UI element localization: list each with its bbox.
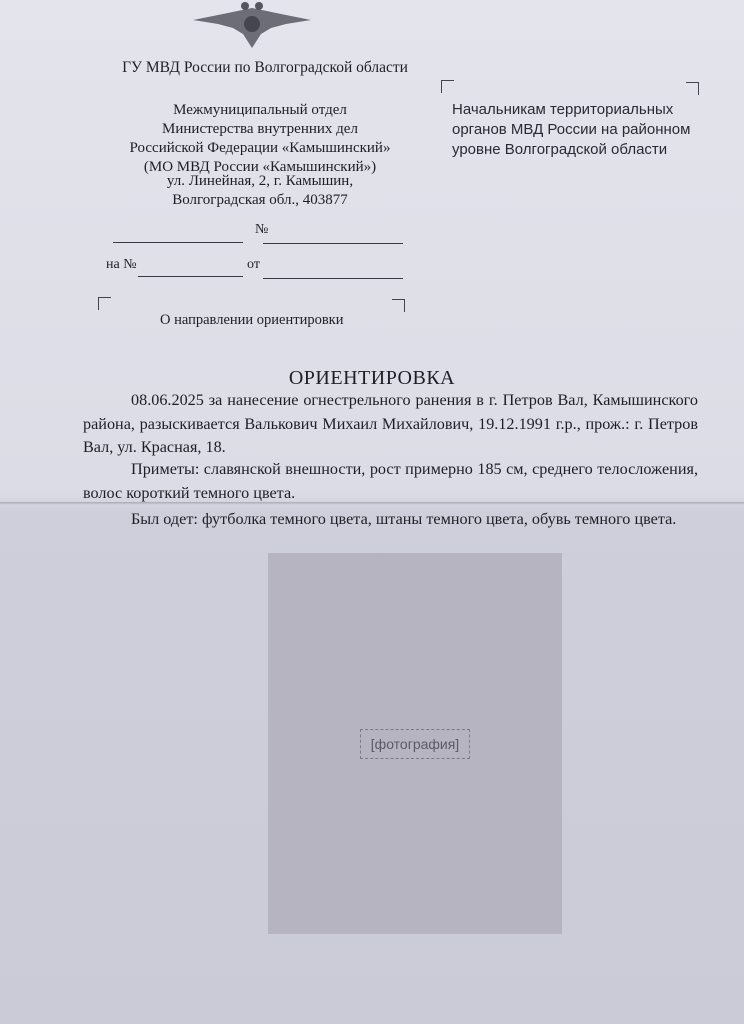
document-title: ОРИЕНТИРОВКА: [288, 367, 456, 389]
department-name: Межмуниципальный отдел Министерства внутренних дел Российской Федерации «Камышинский» (МО МВД России «Камышинский»): [129, 102, 391, 175]
corner-mark: [441, 80, 454, 93]
from-label: от: [247, 257, 260, 272]
photo-label: [фотография]: [360, 729, 470, 759]
date-line: [113, 242, 243, 243]
ministry-name: ГУ МВД России по Волгоградской области: [122, 59, 408, 76]
from-date-line: [263, 278, 403, 279]
photo-placeholder: [268, 553, 562, 934]
reply-to-label: на №: [106, 257, 137, 272]
incident-paragraph: 08.06.2025 за нанесение огнестрельного ранения в г. Петров Вал, Камышинского района, разыскивается Валькович Михаил Михайлович, 19.12.1991 г.р., прож.: г. Петров Вал, ул. Красная, 18.: [83, 391, 698, 456]
number-line: [263, 243, 403, 244]
corner-mark: [686, 82, 699, 95]
clothing-paragraph: Был одет: футболка темного цвета, штаны темного цвета, обувь темного цвета.: [131, 510, 677, 528]
subject-line: О направлении ориентировки: [160, 312, 344, 328]
reply-number-line: [138, 276, 243, 277]
mvd-emblem-icon: [183, 0, 321, 50]
corner-mark: [392, 299, 405, 312]
department-address: ул. Линейная, 2, г. Камышин, Волгоградская обл., 403877: [166, 173, 354, 208]
description-paragraph: Приметы: славянской внешности, рост примерно 185 см, среднего телосложения, волос короткий темного цвета.: [83, 460, 698, 502]
corner-mark: [98, 297, 111, 310]
addressee-block: Начальникам территориальных органов МВД России на районном уровне Волгоградской области: [452, 101, 691, 158]
number-label: №: [255, 222, 269, 237]
